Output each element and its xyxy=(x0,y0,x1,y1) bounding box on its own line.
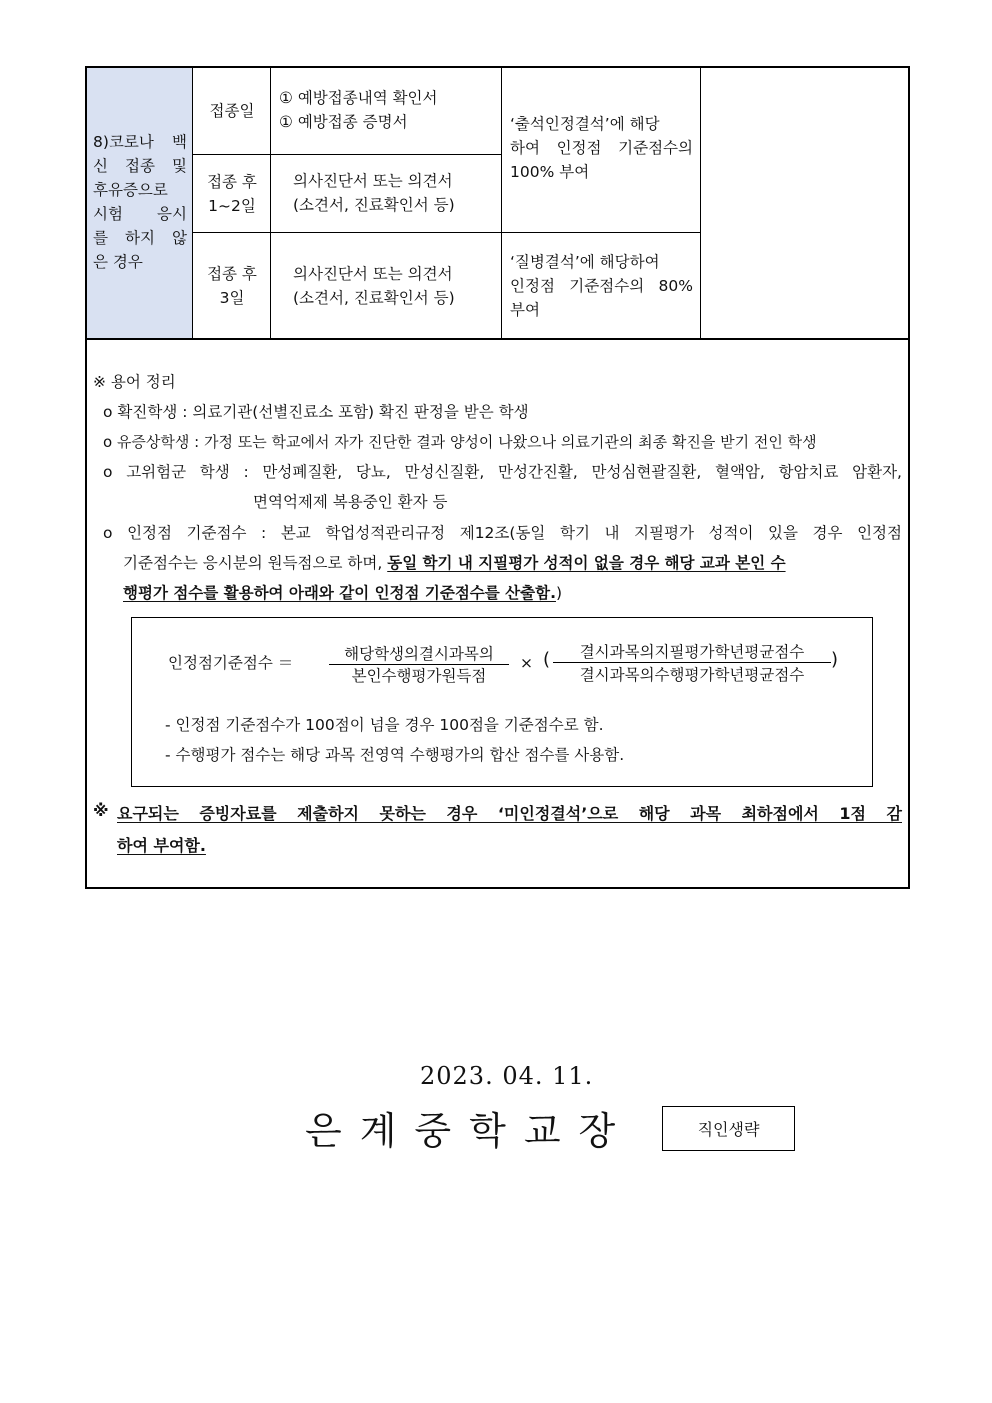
day-label: 1~2일 xyxy=(208,196,256,215)
category-line: 시험 응시 xyxy=(93,205,187,223)
result-line: 100% 부여 xyxy=(510,163,590,181)
times-sign: × xyxy=(520,654,533,672)
school-principal: 은계중학교장 xyxy=(305,1109,634,1153)
day-label: 접종 후 xyxy=(207,264,257,283)
issue-date: 2023. 04. 11. xyxy=(420,1062,594,1090)
document-line: 의사진단서 또는 의견서 xyxy=(293,172,453,190)
document-line: (소견서, 진료확인서 등) xyxy=(293,196,455,214)
final-note-line: 하여 부여함. xyxy=(117,836,206,855)
final-note-line: 요구되는 증빙자료를 제출하지 못하는 경우 ‘미인정결석’으로 해당 과목 최하점에서 1점 감 xyxy=(117,804,902,823)
category-line: 8)코로나 백 xyxy=(93,133,187,151)
category-line: 를 하지 않 xyxy=(93,229,187,247)
standard-underlined: 동일 학기 내 지필평가 성적이 없을 경우 해당 교과 본인 수 xyxy=(387,554,786,572)
category-line: 후유증으로 xyxy=(93,181,168,199)
result-cell xyxy=(502,250,701,330)
document-line: ① 예방접종내역 확인서 xyxy=(279,89,438,107)
category-cell xyxy=(87,68,193,338)
result-line: 하여 인정점 기준점수의 xyxy=(510,139,693,157)
note-standard-cont xyxy=(123,582,562,604)
notes-heading: ※ 용어 정리 xyxy=(93,373,176,391)
standard-tail: ) xyxy=(555,584,563,602)
standard-plain: 기준점수는 응시분의 원득점으로 하며, xyxy=(123,554,388,572)
document-cell xyxy=(271,262,502,322)
result-line: 부여 xyxy=(510,301,540,319)
evidence-table xyxy=(85,66,910,340)
note-high-risk: o 고위험군 학생 : 만성폐질환, 당뇨, 만성신질환, 만성간진활, 만성심현괄질환, 혈액암, 항암치료 암환자, xyxy=(103,463,902,481)
standard-underlined: 행평가 점수를 활용하여 아래와 같이 인정점 기준점수를 산출함. xyxy=(123,584,556,602)
result-cell xyxy=(502,112,701,192)
formula-lhs: 인정점기준점수 ＝ xyxy=(168,654,294,672)
note-symptomatic: o 유증상학생 : 가정 또는 학교에서 자가 진단한 결과 양성이 나왔으나 의료기관의 최종 확진을 받기 전인 학생 xyxy=(103,433,817,451)
right-paren: ) xyxy=(831,649,839,670)
document-line: ① 예방접종 증명서 xyxy=(279,113,408,131)
formula-note: - 수행평가 점수는 해당 과목 전영역 수행평가의 합산 점수를 사용함. xyxy=(165,746,625,764)
fraction-numerator: 결시과목의지필평가학년평균점수 xyxy=(579,643,805,661)
final-note-mark: ※ xyxy=(93,801,109,820)
fraction-numerator: 해당학생의결시과목의 xyxy=(344,645,494,663)
day-cell xyxy=(193,155,271,232)
category-line: 은 경우 xyxy=(93,253,143,271)
note-standard: o 인정점 기준점수 : 본교 학업성적관리규정 제12조(동일 학기 내 지필평가 성적이 있을 경우 인정점 xyxy=(103,524,902,542)
left-paren: ( xyxy=(543,649,551,670)
note-standard-cont xyxy=(123,552,786,574)
fraction-denominator: 결시과목의수행평가학년평균점수 xyxy=(579,666,805,684)
formula-note: - 인정점 기준점수가 100점이 넘을 경우 100점을 기준점수로 함. xyxy=(165,716,604,734)
document-line: 의사진단서 또는 의견서 xyxy=(293,265,453,283)
day-label: 접종일 xyxy=(209,102,255,120)
day-label: 접종 후 xyxy=(207,172,257,191)
result-line: ‘출석인정결석’에 해당 xyxy=(510,115,660,133)
seal-omitted-box: 직인생략 xyxy=(662,1106,795,1151)
fraction-denominator: 본인수행평가원득점 xyxy=(351,667,487,685)
day-cell xyxy=(193,233,271,338)
document-cell xyxy=(271,86,502,154)
note-high-risk-cont: 면역억제제 복용중인 환자 등 xyxy=(253,493,448,511)
note-confirmed: o 확진학생 : 의료기관(선별진료소 포함) 확진 판정을 받은 학생 xyxy=(103,403,529,421)
result-line: 인정점 기준점수의 80% xyxy=(510,277,693,295)
day-label: 3일 xyxy=(219,288,245,307)
category-line: 신 접종 및 xyxy=(93,157,187,175)
document-cell xyxy=(271,169,502,229)
result-line: ‘질병결석’에 해당하여 xyxy=(510,253,660,271)
day-cell xyxy=(193,68,271,154)
document-line: (소견서, 진료확인서 등) xyxy=(293,289,455,307)
